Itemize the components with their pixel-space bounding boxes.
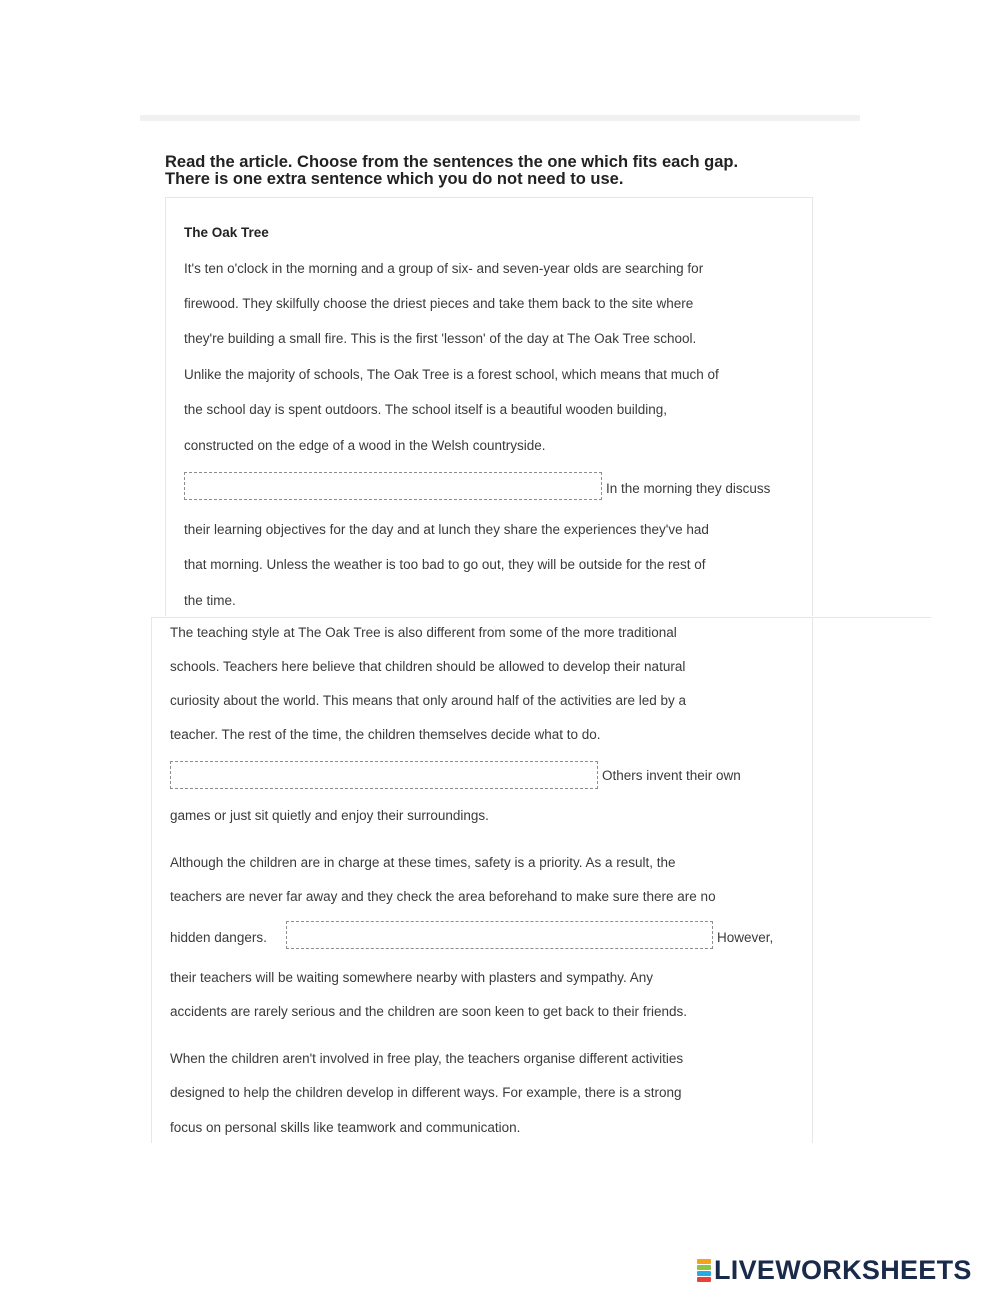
article-line: Unlike the majority of schools, The Oak Tree is a forest school, which means that much of [184,367,719,382]
article-line: It's ten o'clock in the morning and a group of six- and seven-year olds are searching for [184,261,704,276]
article-title: The Oak Tree [184,225,269,240]
article-line: The teaching style at The Oak Tree is also different from some of the more traditional [170,625,677,640]
instructions-line-1: Read the article. Choose from the sentences the one which fits each gap. [165,153,739,171]
article-line: In the morning they discuss [606,481,771,496]
article-line: However, [717,930,774,945]
panel-divider [811,617,931,618]
article-line: constructed on the edge of a wood in the Welsh countryside. [184,438,546,453]
article-line: teacher. The rest of the time, the children themselves decide what to do. [170,727,601,742]
answer-gap-2[interactable] [170,761,598,789]
article-line: accidents are rarely serious and the children are soon keen to get back to their friends. [170,1004,688,1019]
article-line: Although the children are in charge at these times, safety is a priority. As a result, the [170,855,676,870]
article-line: designed to help the children develop in different ways. For example, there is a strong [170,1085,682,1100]
article-line: their teachers will be waiting somewhere nearby with plasters and sympathy. Any [170,970,653,985]
answer-gap-3[interactable] [286,921,713,949]
article-line: teachers are never far away and they check the area beforehand to make sure there are no [170,889,716,904]
article-line: hidden dangers. [170,930,267,945]
article-line: games or just sit quietly and enjoy their surroundings. [170,808,489,823]
article-line: that morning. Unless the weather is too bad to go out, they will be outside for the rest of [184,557,706,572]
article-line: the time. [184,593,236,608]
article-line: the school day is spent outdoors. The school itself is a beautiful wooden building, [184,402,668,417]
article-line: firewood. They skilfully choose the driest pieces and take them back to the site where [184,296,694,311]
liveworksheets-logo [697,1257,972,1283]
article-line: curiosity about the world. This means that only around half of the activities are led by a [170,693,687,708]
article-line: their learning objectives for the day and at lunch they share the experiences they've had [184,522,709,537]
instructions [165,154,845,188]
article-line: When the children aren't involved in free play, the teachers organise different activities [170,1051,684,1066]
answer-gap-1[interactable] [184,472,602,500]
article-line: they're building a small fire. This is the first 'lesson' of the day at The Oak Tree school. [184,331,697,346]
top-divider [140,115,860,121]
logo-mark-icon [697,1258,711,1282]
logo-text: LIVEWORKSHEETS [714,1255,972,1285]
article-line: schools. Teachers here believe that children should be allowed to develop their natural [170,659,686,674]
article-line: Others invent their own [602,768,741,783]
instructions-line-2: There is one extra sentence which you do not need to use. [165,170,624,188]
article-line: focus on personal skills like teamwork and communication. [170,1120,521,1135]
